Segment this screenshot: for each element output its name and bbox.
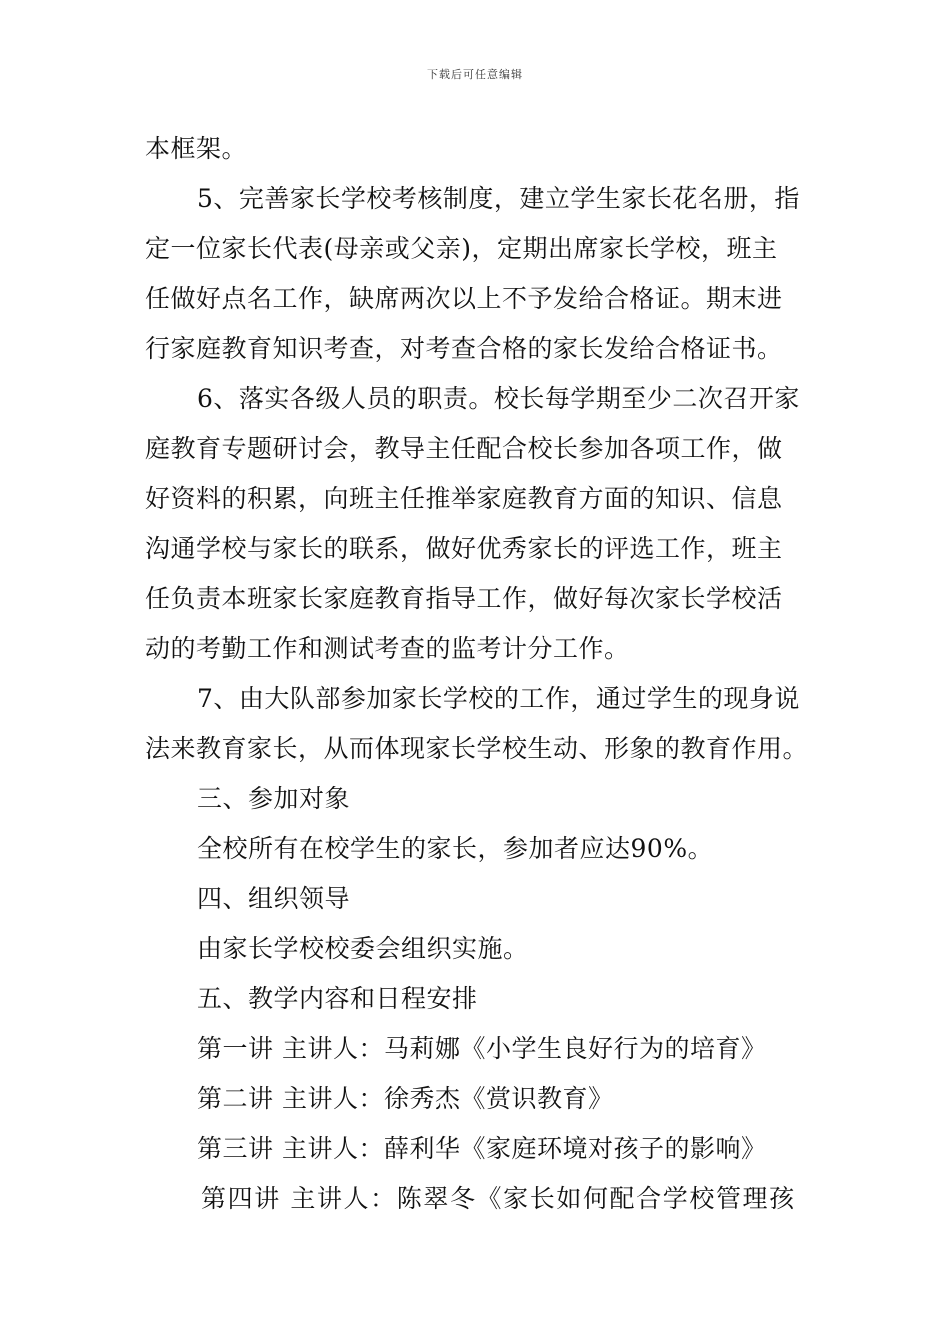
text-line-5: 行家庭教育知识考查，对考查合格的家长发给合格证书。 — [145, 334, 783, 363]
section-heading-schedule: 五、教学内容和日程安排 — [197, 984, 478, 1013]
document-body — [145, 124, 809, 1224]
lecture-item-1: 第一讲 主讲人：马莉娜《小学生良好行为的培育》 — [197, 1034, 767, 1063]
page-header: 下载后可任意编辑 — [427, 68, 523, 81]
lecture-item-3: 第三讲 主讲人：薛利华《家庭环境对孩子的影响》 — [197, 1134, 767, 1163]
section-heading-organization: 四、组织领导 — [197, 884, 351, 913]
text-line-13: 法来教育家长，从而体现家长学校生动、形象的教育作用。 — [145, 734, 809, 763]
text-line-3: 定一位家长代表(母亲或父亲)，定期出席家长学校，班主 — [145, 234, 778, 263]
text-line-10: 任负责本班家长家庭教育指导工作，做好每次家长学校活 — [145, 584, 783, 613]
text-line-4: 任做好点名工作，缺席两次以上不予发给合格证。期末进 — [145, 284, 783, 313]
text-line-11: 动的考勤工作和测试考查的监考计分工作。 — [145, 634, 630, 663]
text-line-8: 好资料的积累，向班主任推举家庭教育方面的知识、信息 — [145, 484, 783, 513]
lecture-item-4: 第四讲 主讲人：陈翠冬《家长如何配合学校管理孩 — [201, 1184, 796, 1213]
section-heading-participants: 三、参加对象 — [197, 784, 351, 813]
text-line-1: 本框架。 — [145, 134, 248, 163]
text-line-9: 沟通学校与家长的联系，做好优秀家长的评选工作，班主 — [145, 534, 783, 563]
text-line-6: 6、落实各级人员的职责。校长每学期至少二次召开家 — [197, 384, 800, 413]
text-line-2: 5、完善家长学校考核制度，建立学生家长花名册，指 — [197, 184, 800, 213]
text-line-12: 7、由大队部参加家长学校的工作，通过学生的现身说 — [197, 684, 800, 713]
lecture-item-2: 第二讲 主讲人：徐秀杰《赏识教育》 — [197, 1084, 614, 1113]
text-line-17: 由家长学校校委会组织实施。 — [197, 934, 529, 963]
text-line-7: 庭教育专题研讨会，教导主任配合校长参加各项工作，做 — [145, 434, 783, 463]
text-line-15: 全校所有在校学生的家长，参加者应达90%。 — [197, 834, 714, 863]
